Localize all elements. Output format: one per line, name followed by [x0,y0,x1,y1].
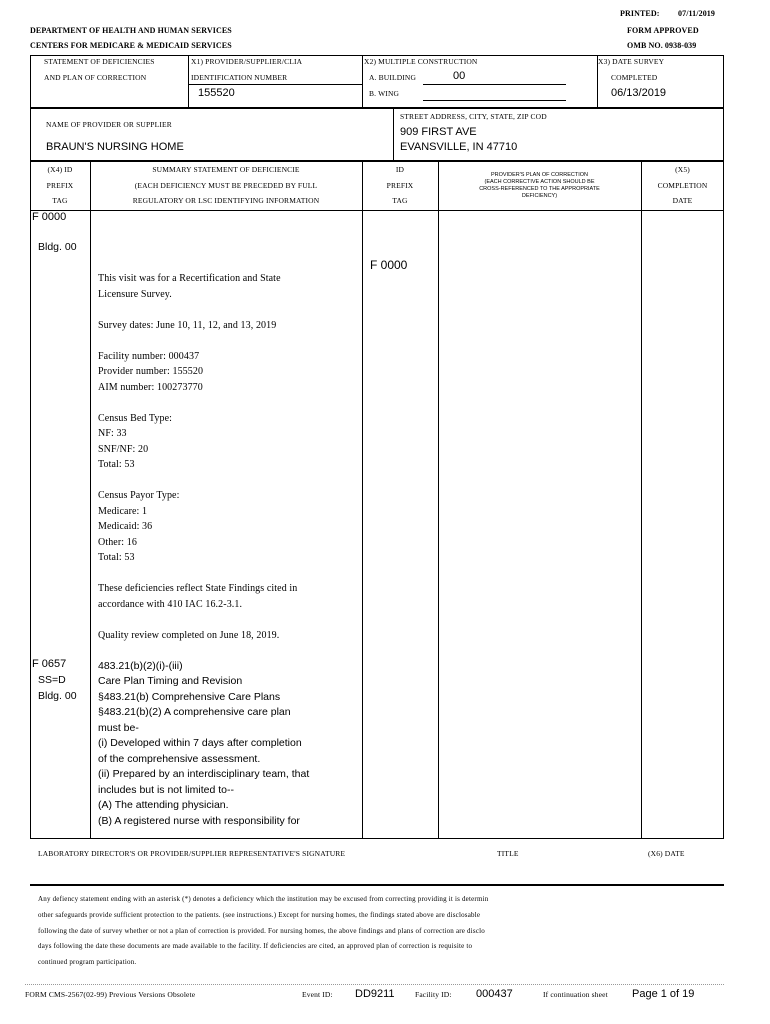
summary-line: These deficiencies reflect State Findings cited in [98,583,298,594]
regulation-line: must be- [98,721,139,734]
col-header-plan-id [362,162,438,209]
summary-line: Facility number: 000437 [98,350,200,362]
col-header-line: PREFIX [46,180,74,190]
plan-tag: F 0000 [370,258,408,272]
regulation-line: 483.21(b)(2)(i)-(iii) [98,659,183,672]
line-gap [98,473,360,489]
summary-line: NF: 33 [98,428,127,439]
summary-line: Total: 53 [98,552,135,563]
multiple-construction-label: X2) MULTIPLE CONSTRUCTION [364,57,478,66]
date-label: (X6) DATE [648,849,685,858]
regulation-line: includes but is not limited to-- [98,783,234,796]
building-code: Bldg. 00 [38,690,77,702]
regulation-line: of the comprehensive assessment. [98,752,261,765]
signature-label: LABORATORY DIRECTOR'S OR PROVIDER/SUPPLIER REPRESENTATIVE'S SIGNATURE [38,849,346,858]
provider-name: BRAUN'S NURSING HOME [46,141,184,153]
col-header-summary [90,162,362,209]
building-value: 00 [453,70,466,82]
disclaimer-line: continued program participation. [38,958,137,966]
summary-line: AIM number: 100273770 [98,381,203,393]
line-gap [98,395,360,411]
summary-line: Medicaid: 36 [98,521,153,532]
provider-id-label: X1) PROVIDER/SUPPLIER/CLIA [191,57,303,66]
line-gap [98,612,360,628]
continuation-label: If continuation sheet [543,990,608,999]
summary-line: Medicare: 1 [98,505,148,517]
col-header-line: SUMMARY STATEMENT OF DEFICIENCIE [152,165,300,174]
col-header-line: ID [395,165,405,174]
provider-name-label: NAME OF PROVIDER OR SUPPLIER [46,120,172,129]
regulation-line: (i) Developed within 7 days after completion [98,737,302,749]
divider [362,55,363,108]
divider [438,161,439,839]
signature-rule [30,884,724,886]
line-gap [98,333,360,349]
summary-line: Census Bed Type: [98,412,173,424]
summary-line: accordance with 410 IAC 16.2-3.1. [98,598,243,610]
building-code: Bldg. 00 [38,241,77,253]
agency-title: CENTERS FOR MEDICARE & MEDICAID SERVICES [30,41,232,50]
summary-line: Other: 16 [98,536,137,548]
divider [393,108,394,161]
col-header-line: (X5) [675,165,690,174]
facility-id-label: Facility ID: [415,990,452,999]
col-header-line: DEFICIENCY) [521,193,558,199]
col-header-line: TAG [392,196,408,205]
col-header-line: COMPLETION [657,180,708,190]
col-header-line: PROVIDER'S PLAN OF CORRECTION [490,172,588,178]
regulation-line: §483.21(b)(2) A comprehensive care plan [98,706,291,718]
event-id-label: Event ID: [302,990,333,999]
printed-date: 07/11/2019 [678,9,716,18]
summary-statement [98,271,360,829]
divider [362,161,363,839]
printed-label: PRINTED: [620,9,660,18]
survey-date-value: 06/13/2019 [611,87,667,99]
disclaimer-line: other safeguards provide sufficient protection to the patients. (see instructions.) Except for nursing homes, the findings stated above are disclosable [38,910,481,919]
deficiency-tag: F 0000 [32,211,67,223]
col-header-line: PREFIX [386,180,414,190]
line-gap [98,302,360,318]
regulation-line: Care Plan Timing and Revision [98,675,243,687]
summary-line: Census Payor Type: [98,490,180,501]
building-label: A. BUILDING [369,73,417,82]
page-number: Page 1 of 19 [632,988,695,1000]
divider [90,161,91,839]
scope-severity: SS=D [38,674,66,686]
address-label: STREET ADDRESS, CITY, STATE, ZIP COD [400,112,547,121]
provider-id-label: IDENTIFICATION NUMBER [191,73,288,82]
summary-line: Quality review completed on June 18, 2019. [98,629,280,641]
city-state-zip: EVANSVILLE, IN 47710 [400,141,518,153]
form-approved-label: FORM APPROVED [627,26,699,35]
summary-line: Survey dates: June 10, 11, 12, and 13, 2019 [98,319,277,331]
regulation-line: (B) A registered nurse with responsibility for [98,814,300,827]
building-underline [423,84,566,85]
title-label: TITLE [497,849,519,858]
col-header-plan-of-correction [438,172,641,200]
divider [188,55,189,108]
footer-rule [25,984,724,985]
disclaimer [38,892,488,971]
header-rule [30,210,724,211]
provider-id-box-line [188,84,362,85]
summary-line: Licensure Survey. [98,288,172,300]
wing-label: B. WING [369,89,400,98]
omb-number: OMB NO. 0938-039 [627,41,697,50]
col-header-x4-id [30,162,90,209]
disclaimer-line: following the date of survey whether or not a plan of correction is provided. For nursing homes, the above findings and plans of correction are disclo [38,926,485,935]
provider-id-number: 155520 [198,87,235,99]
col-header-line: (EACH DEFICIENCY MUST BE PRECEDED BY FULL [134,180,318,190]
facility-id: 000437 [476,988,513,1000]
wing-underline [423,100,566,101]
disclaimer-line: days following the date these documents are made available to the facility. If deficiencies are cited, an approved plan of correction is requisite to [38,942,473,951]
department-title: DEPARTMENT OF HEALTH AND HUMAN SERVICES [30,26,232,35]
line-gap [98,643,360,659]
col-header-line: TAG [52,196,68,205]
col-header-line: (X4) ID [47,165,73,174]
deficiency-tag: F 0657 [32,658,67,670]
summary-line: Total: 53 [98,459,135,470]
summary-line: Provider number: 155520 [98,366,204,377]
summary-line: This visit was for a Recertification and State [98,273,281,284]
disclaimer-line: Any defiency statement ending with an asterisk (*) denotes a deficiency which the institution may be excused from correcting providing it is determin [38,895,489,903]
regulation-line: §483.21(b) Comprehensive Care Plans [98,690,281,703]
col-header-line: CROSS-REFERENCED TO THE APPROPRIATE [479,186,600,192]
divider [641,161,642,839]
form-number: FORM CMS-2567(02-99) Previous Versions Obsolete [25,990,196,999]
survey-date-label: COMPLETED [611,73,658,82]
col-header-line: REGULATORY OR LSC IDENTIFYING INFORMATION [132,196,320,205]
survey-date-label: X3) DATE SURVEY [598,57,665,66]
statement-label: STATEMENT OF DEFICIENCIES [44,57,155,66]
regulation-line: (ii) Prepared by an interdisciplinary team, that [98,768,310,780]
col-header-line: DATE [672,196,693,205]
event-id: DD9211 [355,988,395,1000]
summary-line: SNF/NF: 20 [98,443,149,455]
statement-label: AND PLAN OF CORRECTION [44,73,147,82]
line-gap [98,566,360,582]
street-address: 909 FIRST AVE [400,126,477,138]
regulation-line: (A) The attending physician. [98,799,229,811]
col-header-completion [641,162,724,209]
col-header-line: (EACH CORRECTIVE ACTION SHOULD BE [484,179,595,185]
